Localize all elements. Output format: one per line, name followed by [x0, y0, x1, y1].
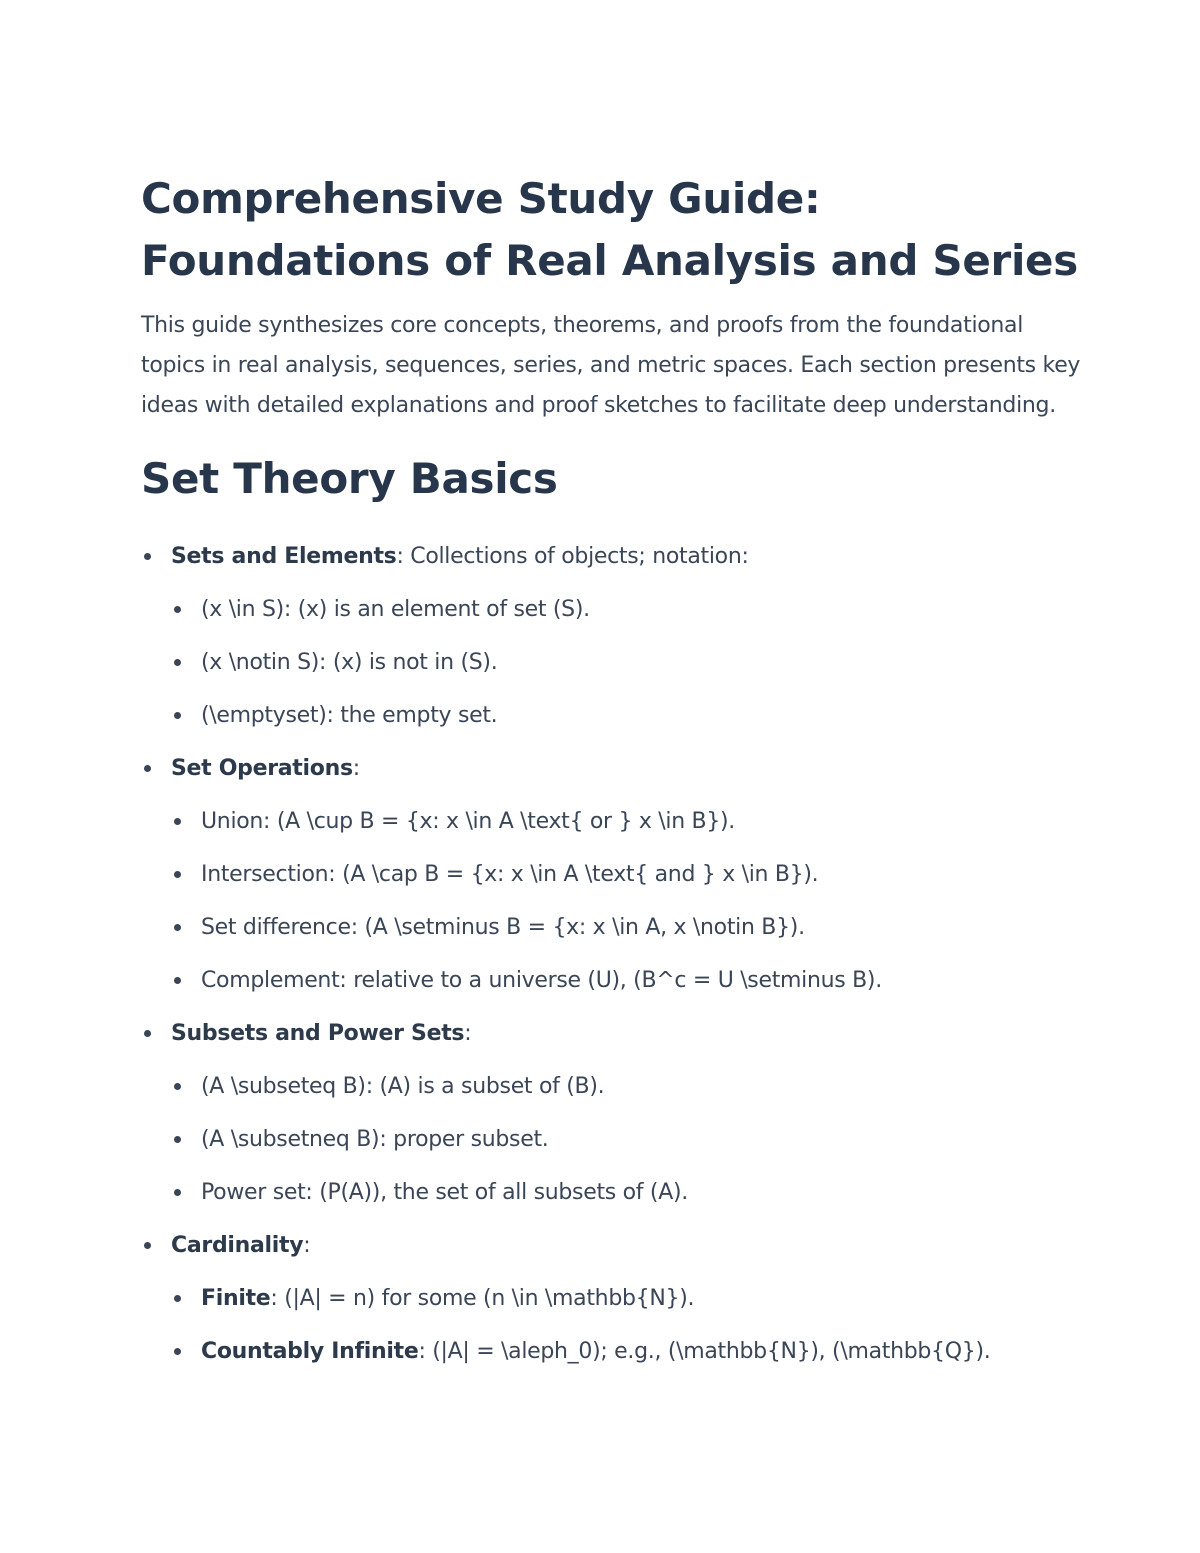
- subtopic-item: [171, 1060, 1081, 1113]
- document-page: [141, 168, 1081, 1378]
- subtopic-text: (A \subseteq B): (A) is a subset of (B).: [201, 1074, 605, 1099]
- subtopic-item: [171, 1113, 1081, 1166]
- subtopic-item: [171, 689, 1081, 742]
- subtopic-list: [171, 583, 1081, 742]
- subtopic-text: (x \in S): (x) is an element of set (S).: [201, 597, 590, 622]
- subtopic-item: [171, 636, 1081, 689]
- document-title-line-1: Comprehensive Study Guide:: [141, 174, 821, 223]
- subtopic-text: Set difference: (A \setminus B = {x: x \in A, x \notin B}).: [201, 915, 805, 940]
- subtopic-item: [171, 1325, 1081, 1378]
- topic-label: Sets and Elements: [171, 544, 397, 569]
- subtopic-item: [171, 1272, 1081, 1325]
- topic-text: :: [352, 756, 360, 781]
- topic-item: [141, 1219, 1081, 1378]
- section-title: Set Theory Basics: [141, 454, 558, 503]
- subtopic-label: Countably Infinite: [201, 1339, 419, 1364]
- subtopic-text: (x \notin S): (x) is not in (S).: [201, 650, 498, 675]
- subtopic-list: [171, 1272, 1081, 1378]
- subtopic-item: [171, 795, 1081, 848]
- subtopic-text: : (|A| = \aleph_0); e.g., (\mathbb{N}), (\mathbb{Q}).: [418, 1339, 991, 1364]
- topic-text: : Collections of objects; notation:: [396, 544, 749, 569]
- document-title-line-2: Foundations of Real Analysis and Series: [141, 236, 1078, 285]
- subtopic-item: [171, 848, 1081, 901]
- topic-label: Set Operations: [171, 756, 353, 781]
- subtopic-item: [171, 901, 1081, 954]
- subtopic-label: Finite: [201, 1286, 271, 1311]
- subtopic-text: Complement: relative to a universe (U), (B^c = U \setminus B).: [201, 968, 882, 993]
- subtopic-list: [171, 795, 1081, 1007]
- subtopic-item: [171, 583, 1081, 636]
- subtopic-text: Union: (A \cup B = {x: x \in A \text{ or } x \in B}).: [201, 809, 736, 834]
- topic-list: [141, 530, 1081, 1378]
- subtopic-text: (A \subsetneq B): proper subset.: [201, 1127, 549, 1152]
- document-title: [141, 168, 1081, 292]
- subtopic-list: [171, 1060, 1081, 1219]
- intro-paragraph: This guide synthesizes core concepts, theorems, and proofs from the foundational topics in real analysis, sequences, series, and metric spaces. Each section presents key ideas with detailed explanations and proof sketches to facilitate deep understanding.: [141, 313, 1081, 418]
- subtopic-text: (\emptyset): the empty set.: [201, 703, 498, 728]
- topic-item: [141, 742, 1081, 1007]
- topic-label: Subsets and Power Sets: [171, 1021, 465, 1046]
- topic-text: :: [303, 1233, 311, 1258]
- subtopic-text: Power set: (P(A)), the set of all subsets of (A).: [201, 1180, 688, 1205]
- topic-item: [141, 530, 1081, 742]
- topic-label: Cardinality: [171, 1233, 304, 1258]
- topic-item: [141, 1007, 1081, 1219]
- subtopic-text: : (|A| = n) for some (n \in \mathbb{N}).: [270, 1286, 695, 1311]
- topic-text: :: [464, 1021, 472, 1046]
- subtopic-item: [171, 954, 1081, 1007]
- subtopic-item: [171, 1166, 1081, 1219]
- subtopic-text: Intersection: (A \cap B = {x: x \in A \text{ and } x \in B}).: [201, 862, 819, 887]
